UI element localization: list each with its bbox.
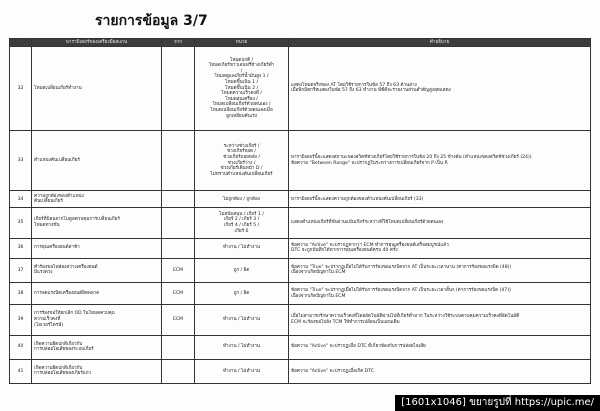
source-cell (162, 238, 195, 258)
parameter-name: การลดแรงบิดเครื่องยนต์ผิดพลาด (32, 283, 162, 305)
description-cell: ข้อความ "Active" จะปรากฏหากว่า ECM ทำการอุ่นเครื่องยนต์เสร็จสมบูรณ์แล้ว DTC จะถูกบันทึกได้หากการอุ่นเครื่องยนต์ครบ 40 ครั้ง (289, 238, 591, 258)
table-row (10, 208, 591, 238)
unit-cell: ไม่ถูกต้อง / ถูกต้อง (195, 191, 289, 208)
table-row (10, 258, 591, 282)
parameter-name: ตำแหน่งคันเปลี่ยนเกียร์ (32, 130, 162, 191)
source-cell (162, 208, 195, 238)
header-number (10, 39, 32, 47)
description-cell: เมื่อไม่สามารถรักษาความเร็วคงที่โดยอัตโนมัติผ่านไปที่เกียร์ต่ำมาก ในระหว่างใช้ระบบควบคุมความเร็วคงที่อัตโนมัติ ECM จะร้องขอไปยัง TCM ให้ทำการเปลี่ยนเป็นแผนเดิม (289, 305, 591, 335)
row-number: 41 (10, 359, 32, 383)
table-row (10, 130, 591, 191)
row-number: 34 (10, 191, 32, 208)
row-number: 35 (10, 208, 32, 238)
row-number: 32 (10, 47, 32, 131)
parameter-name: การร้องขอให้ยกเลิก OD ในโหมดควบคุม ความเร็วคงที่ (โอเวอร์ไดรฟ์) (32, 305, 162, 335)
parameter-name: โหมดเปลี่ยนเกียร์ทำงาน (32, 47, 162, 131)
unit-cell: ทำงาน / ไม่ทำงาน (195, 305, 289, 335)
table-row (10, 191, 591, 208)
source-cell (162, 191, 195, 208)
unit-cell: โหมดปกติ / โหมดเกียร์ขาวเลนฟรีข้างเกียร์ต่ำ / โหมดดูแลเกียร์น้ำมันสูง 1 / โหมดขึ้นเนิน 1 / โหมดขึ้นเนิน 2 / โหมดความเร็วคงที่ / โหมดอุ่นเครื่อง / โหมดเปลี่ยนเกียร์ด้วยตนเอง / โหมดเปลี่ยนเกียร์ด้วยตนเองเมื่อ ลูกเหยียบคันเร่ง (195, 47, 289, 131)
unit-cell: ถูก / ผิด (195, 283, 289, 305)
description-cell: พารามิเตอร์นี้จะแสดงความถูกต้องของตำแหน่งคันเปลี่ยนเกียร์ (33) (289, 191, 591, 208)
unit-cell: ถูก / ผิด (195, 258, 289, 282)
row-number: 39 (10, 305, 32, 335)
unit-cell: ทำงาน / ไม่ทำงาน (195, 335, 289, 359)
description-cell: ข้อความ "True" จะปรากฏเมื่อไม่ได้รับการร้องขอแรงบิดจาก AT เป็นระยะเวลาสั้นๆ (ค่าการร้องขอแรงบิด (47)) เนื่องจากเกิดปัญหาใน ECM (289, 283, 591, 305)
source-cell (162, 47, 195, 131)
source-cell (162, 130, 195, 191)
parameter-name: เกิดความผิดปกติเกี่ยวกับ การปล่อยไอเสียของระบบเกียร์ (32, 335, 162, 359)
table-header-row (10, 39, 591, 47)
row-number: 40 (10, 335, 32, 359)
unit-cell: ทำงาน / ไม่ทำงาน (195, 238, 289, 258)
description-cell: ข้อความ "True" จะปรากฏเมื่อไม่ได้รับการร้องขอแรงบิดจาก AT เป็นระยะเวลานาน (ค่าการร้องขอแรงบิด (48)) เนื่องจากเกิดปัญหาใน ECM (289, 258, 591, 282)
header-unit: หน่วย (195, 39, 289, 47)
source-cell: ECM (162, 283, 195, 305)
image-host-footer-link[interactable]: [1601x1046] ขยายรูปที่ https://upic.me/ (395, 395, 600, 411)
data-list-table (9, 38, 591, 384)
parameter-name: เกิดความผิดปกติเกี่ยวกับ การปล่อยไอเสียของเกียร์แถว (32, 359, 162, 383)
row-number: 38 (10, 283, 32, 305)
row-number: 33 (10, 130, 32, 191)
parameter-name: ความถูกต้องของตำแหน่ง คันเปลี่ยนเกียร์ (32, 191, 162, 208)
header-source: จาก (162, 39, 195, 47)
parameter-name: เกียร์ที่ป้อนจากโมดูลควบคุมการเปลี่ยนเกียร์ โหมดทางขัน (32, 208, 162, 238)
description-cell: ข้อความ "Active" จะปรากฏเมื่อ DTC ที่เกี่ยวข้องกับการปล่อยไอเสีย (289, 335, 591, 359)
table-row (10, 47, 591, 131)
parameter-name: คำร้องขอไฟส่องสว่างเครื่องยนต์ มีแรงดวง (32, 258, 162, 282)
source-cell: ECM (162, 258, 195, 282)
page-title: รายการข้อมูล 3/7 (95, 13, 208, 29)
row-number: 37 (10, 258, 32, 282)
header-description: คำอธิบาย (289, 39, 591, 47)
unit-cell: ทำงาน / ไม่ทำงาน (195, 359, 289, 383)
header-parameter: พารามิเตอร์ของเครื่องมือสแกน (32, 39, 162, 47)
source-cell (162, 335, 195, 359)
parameter-name: การอุ่นเครื่องยนต์ล่าช้า (32, 238, 162, 258)
table-row (10, 238, 591, 258)
description-cell: ข้อความ "Active" จะปรากฏเมื่อเกิด DTC (289, 359, 591, 383)
description-cell: พารามิเตอร์นี้จะแสดงสถานะของสวิตช์ช่วงเกียร์โดยใช้รายการในข้อ 20 ถึง 25 ข้างต้น (ตำแหน่งของสวิตช์ช่วงเกียร์ (24)) ข้อความ "Between Range" จะปรากฏในระหว่างการเปลี่ยนเกียร์จาก P เป็น R (289, 130, 591, 191)
row-number: 36 (10, 238, 32, 258)
description-cell: แสดงโหมดจริงของ AT โดยใช้รายการในข้อ 57 ถึง 63 ด้านล่าง เมื่อพิกมิตกรีสแสดงในข้อ 57 ถึง 63 ทำงาน พีซีดีจะรายงานส่วนสำคัญสูงสุดแสดง (289, 47, 591, 131)
table-row (10, 335, 591, 359)
source-cell (162, 359, 195, 383)
table-row (10, 359, 591, 383)
unit-cell: ระหว่างช่วงเกียร์ / ช่วงเกียร์จอด / ช่วงเกียร์ถอยหลัง / ช่วงเกียร์ว่าง / ช่วงเกียร์เดินหน้า D / ไม่ทราบตำแหน่งคันเปลี่ยนเกียร์ (195, 130, 289, 191)
table-row (10, 305, 591, 335)
source-cell: ECM (162, 305, 195, 335)
unit-cell: ไม่สนับสนุน / เกียร์ 1 / เกียร์ 2 / เกียร์ 3 / เกียร์ 4 / เกียร์ 5 / เกียร์ 6 (195, 208, 289, 238)
description-cell: แสดงตำแหน่งเกียร์ที่ขับผ่านแป้นเกียร์ระหว่างที่ใช้โหมดเปลี่ยนเกียร์ด้วยตนเอง (289, 208, 591, 238)
table-row (10, 283, 591, 305)
